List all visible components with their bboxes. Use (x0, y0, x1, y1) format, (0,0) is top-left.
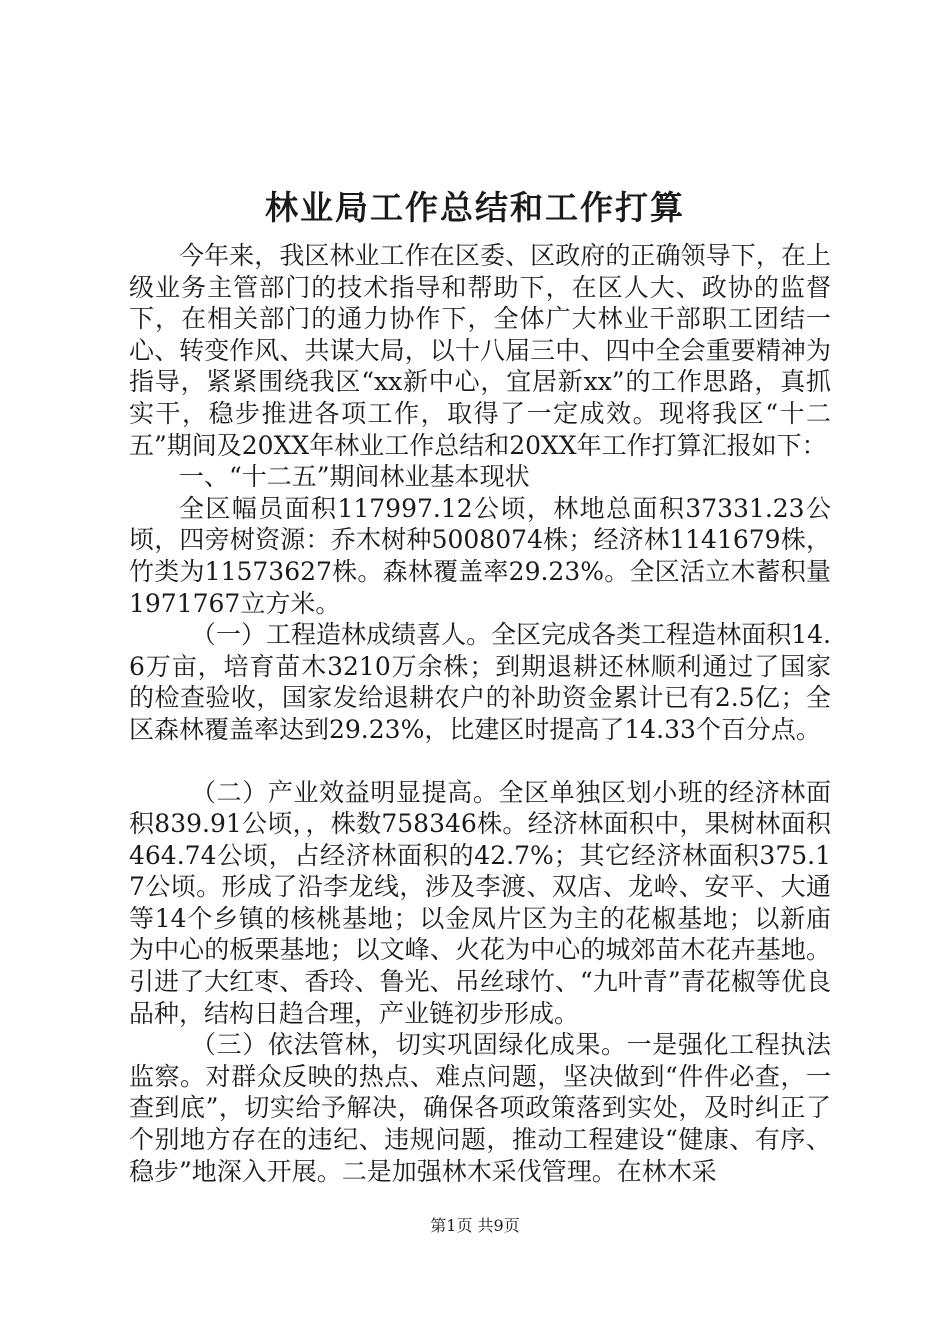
document-title: 林业局工作总结和工作打算 (265, 188, 685, 227)
section-heading: 一、“十二五”期间林业基本现状 (179, 462, 530, 492)
paragraph-industry: （二）产业效益明显提高。全区单独区划小班的经济林面积839.91公顷，，株数758346株。经济林面积中，果树林面积464.74公顷，占经济林面积的42.7%；其它经济林面积375.17公顷。形成了沿李龙线，涉及李渡、双店、龙岭、安平、大通等14个乡镇的核桃基地；以金凤片区为主的花椒基地；以新庙为中心的板栗基地；以文峰、火花为中心的城郊苗木花卉基地。引进了大红枣、香玲、鲁光、吊丝球竹、“九叶青”青花椒等优良品种，结构日趋合理，产业链初步形成。 (129, 777, 831, 1028)
paragraph-status: 全区幅员面积117997.12公顷，林地总面积37331.23公顷，四旁树资源：乔木树种5008074株；经济林1141679株，竹类为11573627株。森林覆盖率29.23%。全区活立木蓄积量1971767立方米。 (129, 493, 831, 618)
paragraph-management: （三）依法管林，切实巩固绿化成果。一是强化工程执法监察。对群众反映的热点、难点问题，坚决做到“件件必查，一查到底”，切实给予解决，确保各项政策落到实处，及时纠正了个别地方存在的违纪、违规问题，推动工程建设“健康、有序、稳步”地深入开展。二是加强林木采伐管理。在林木采 (129, 1030, 831, 1186)
document-body (129, 240, 831, 1187)
paragraph-intro: 今年来，我区林业工作在区委、区政府的正确领导下，在上级业务主管部门的技术指导和帮助下，在区人大、政协的监督下，在相关部门的通力协作下，全体广大林业干部职工团结一心、转变作风、共谋大局，以十八届三中、四中全会重要精神为指导，紧紧围绕我区“xx新中心，宜居新xx”的工作思路，真抓实干，稳步推进各项工作，取得了一定成效。现将我区“十二五”期间及20XX年林业工作总结和20XX年工作打算汇报如下： (129, 241, 831, 460)
page-number: 第1页 共9页 (430, 1216, 520, 1235)
paragraph-afforestation: （一）工程造林成绩喜人。全区完成各类工程造林面积14.6万亩，培育苗木3210万余株；到期退耕还林顺利通过了国家的检查验收，国家发给退耕农户的补助资金累计已有2.5亿；全区森林覆盖率达到29.23%，比建区时提高了14.33个百分点。 (129, 620, 831, 744)
